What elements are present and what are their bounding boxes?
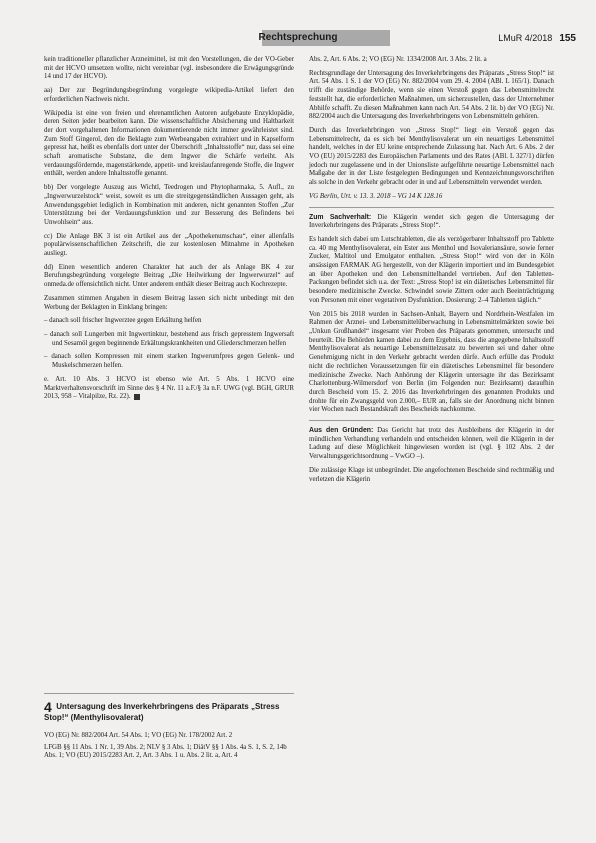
right-column [309,56,554,489]
article-number: 4 [44,699,52,715]
article-title: Untersagung des Inverkehrbringens des Präparats „Stress Stop!“ (Menthylisovalerat) [44,702,280,722]
divider [309,207,554,208]
court-citation: VG Berlin, Urt. v. 13. 3. 2018 – VG 14 K 128.16 [309,192,443,200]
page-number: 155 [559,33,576,44]
list-item: – danach soll frischer Ingwerzteе gegen Erkältung helfen [44,317,202,325]
article-heading [44,699,294,722]
paragraph [44,376,294,402]
paragraph: dd) Einen wesentlich anderen Charakter hat auch der als Anlage BK 4 zur Berufungsbegründung vorgelegte Beitrag „Die Heilwirkung der Ingwerwurzel“ auf onmeda.de offensichtlich nicht. Unter anderem enthält dieser Beitrag auch Kochrezepte. [44,263,294,289]
section-divider [44,693,294,694]
left-column [44,56,294,407]
paragraph-text: Die Klägerin wendet sich gegen die Untersagung der Inverkehrbringens des Präparats „Stress Stop!“. [309,213,554,230]
paragraph: Von 2015 bis 2018 wurden in Sachsen-Anhalt, Bayern und Nordrhein-Westfalen im Rahmen der Arznei- und Lebensmittelüberwachung in Lebensmittelmärkten sowie bei „Unkun Großhandel“ insgesamt vier Proben des Präparats genommen, untersucht und beurteilt. Die Behörden kamen dabei zu dem Ergebnis, dass die angegebene Inhaltsstoff Menthylisovalerat als neuartige Lebensmittelzusatz zu bewerten sei und daher ohne Genehmigung nicht in den Verkehr gebracht werden dürfe. Auch erfülle das Produkt nicht die rechtlichen Voraussetzungen für ein diätetisches Lebensmittel für besondere medizinische Zwecke. Nach Anhörung der Klägerin untersagte ihr das Bezirksamt Charlottenburg-Wilmersdorf von Berlin (im Folgenden nur: Bezirksamt) daraufhin durch Bescheid vom 15. 2. 2016 das Inverkehrbringen des genannten Produkts und drohte für ein Zwangsgeld von 2.000,– EUR an, falls sie der Anordnung nicht binnen vier Wochen nach Bestandskraft des Bescheids nachkomme. [309,310,554,414]
divider [309,420,554,421]
paragraph: Abs. 2, Art. 6 Abs. 2; VO (EG) Nr. 1334/2008 Art. 3 Abs. 2 lit. a [309,56,487,63]
paragraph: Es handelt sich dabei um Lutschtabletten, die als verzögerbarer Inhaltsstoff pro Tablette ca. 40 mg Menthylisovalerat, ein Ester aus Menthol und Isovaleriansäure, sowie ferner Zucker, Maltitol und Emulgator enthalten. „Stress Stop!“ wird von der in Köln ansässigen FARMAK AG hergestellt, von der Klägerin importiert und im Bundesgebiet an über Apotheken und den Lebensmittelhandel vertrieben. Auf den Tabletten-Packungen befindet sich u.a. der Text: „Stress Stop! ist ein diätetisches Lebensmittel für besondere medizinische Zwecke. Schwindel sowie Zittern oder auch Beeinträchtigung von Personen mit einer vegetativen Dysfunktion. Dosierung: 2–4 Tabletten täglich.“ [309,235,554,304]
legal-reference: VO (EG) Nr. 882/2004 Art. 54 Abs. 1; VO (EG) Nr. 178/2002 Art. 2 [44,732,233,739]
journal-issue [498,30,576,47]
paragraph: cc) Die Anlage BK 3 ist ein Artikel aus der „Apothekenumschau“, einer allenfalls populärwissenschaftlichen Zeitschrift, die zur kostenlosen Mitnahme in Apotheken ausliegt. [44,232,294,258]
paragraph: Zusammen stimmen Angaben in diesem Beitrag lassen sich nicht unbedingt mit den Werbung der Beklagten in Einklang bringen: [44,294,294,311]
end-of-article-mark [134,394,140,400]
legal-reference: LFGB §§ 11 Abs. 1 Nr. 1, 39 Abs. 2; NLV § 3 Abs. 1; DiätV §§ 1 Abs. 4a S. 1, S. 2, 14b Abs. 1; VO (EU) 2015/2283 Art. 2, Art. 3 Abs. 1 u. Abs. 2 lit. a, Art. 4 [44,743,287,760]
paragraph: bb) Der vorgelegte Auszug aus Wichtl, Teedrogen und Phytopharmaka, 5. Aufl., zu „Ingwerwurzelstock“ weist, soweit es um die streitgegenständlichen Aussagen geht, als Anwendungsgebiet lediglich in Kombination mit anderen, nicht genannten Stoffen „Zur Unterstützung bei der Verdauungsfunktion und zur Besserung des Befindens bei Unwohlsein“ aus. [44,184,294,226]
paragraph: kein traditioneller pflanzlicher Arzneimittel, ist mit den Vorstellungen, die der VO-Geber mit der HCVO umsetzen wollte, nicht vereinbar (vgl. insbesondere die Erwägungsgründe 14 und 17 der HCVO). [44,56,294,81]
paragraph: aa) Der zur Begründungsbegründung vorgelegte wikipedia-Artikel liefert den erforderlichen Nachweis nicht. [44,87,294,103]
journal-name: LMuR 4/2018 [498,33,553,43]
paragraph: Rechtsgrundlage der Untersagung des Inverkehrbringens des Präparats „Stress Stop!“ ist Art. 54 Abs. 1 S. 1 der VO (EG) Nr. 882/2004 vom 29. 4. 2004 (ABl. L 165/1). Danach trifft die zuständige Behörde, wenn sie einen Verstoß gegen das Lebensmittelrecht feststellt hat, die erforderlichen Maßnahmen, um sicherzustellen, dass der Unternehmer Abhilfe schafft. Zu diesen Maßnahmen kann nach Art. 54 Abs. 2 lit. b) der VO (EG) Nr. 882/2004 auch die Untersagung des Inverkehrbringens von Lebensmitteln gehören. [309,69,554,121]
subheading: Aus den Gründen: [309,427,374,435]
reasons-paragraph [309,427,554,462]
section-title: Rechtsprechung [258,32,338,43]
paragraph-text: e. Art. 10 Abs. 3 HCVO ist ebenso wie Art. 5 Abs. 1 HCVO eine Marktverhaltensvorschrift im Sinne des § 4 Nr. 11 a.F./§ 3a n.F. UWG (vgl. BGH, GRUR 2013, 958 – Vitalpilze, Rz. 22). [44,375,294,401]
paragraph-text: Das Gericht hat trotz des Ausbleibens der Klägerin in der mündlichen Verhandlung verhandeln und entscheiden können, weil die Klägerin in der Ladung auf diese Möglichkeit hingewiesen worden ist (vgl. § 102 Abs. 2 der Verwaltungsgerichtsordnung – VwGO –). [309,427,554,461]
facts-paragraph [309,214,554,231]
list-item: – danach sollen Kompressen mit einem starken Ingwerumfpres gegen Gelenk- und Muskelschmerzen helfen. [44,353,294,370]
list-item: – danach soll Lungerben mit Ingwertinktur, bestehend aus frisch gepresstem Ingwersaft und Sesamöl gegen beginnende Erkältungskrankheiten und Gliederschmerzen helfen [44,330,294,347]
article-references [44,732,294,764]
paragraph: Durch das Inverkehrbringen von „Stress Stop!“ liegt ein Verstoß gegen das Lebensmittelrecht, da es sich bei Menthylisovalerat um ein neuartiges Lebensmittel handelt, welches in der EU keine entsprechende Zulassung hat. Nach Art. 6 Abs. 2 der VO (EU) 2015/2283 des Europäischen Parlaments und des Rates (ABl. L 327/1) dürfen jedoch nur zugelassene und in der Unionsliste aufgeführte neuartige Lebensmittel nach Maßgabe der in der Liste festgelegten Bedingungen und Kennzeichnungsvorschriften als solche in den Verkehr gebracht oder in und auf Lebensmitteln verwendet werden. [309,126,554,187]
subheading: Zum Sachverhalt: [309,213,372,221]
paragraph: Die zulässige Klage ist unbegründet. Die angefochtenen Bescheide sind rechtmäßig und verletzen die Klägerin [309,466,554,483]
paragraph: Wikipedia ist eine von freien und ehrenamtlichen Autoren aufgebaute Enzyklopädie, deren Seiten jeder bearbeiten kann. Die wissenschaftliche Absicherung und Haltbarkeit der dort vorgehaltenen Informationen dokumentierende nicht immer gewährleistet sind. Zum Stoff Gingerol, den die Beklagte zum Werbeangaben extrahiert und in Kapselform gepresst hat, heißt es ebenfalls dort unter der Überschrift „Inhaltsstoffe“ nur, dass sei eine schaft aromatische Substanz, die dem Ingwer die Schärfe verleiht. Als verdauungsfördernde, magenstärkende, appetit- und kreislaufanregende Stoffe, die Ingwer enthält, werden andere Inhaltsstoffe genannt. [44,109,294,178]
